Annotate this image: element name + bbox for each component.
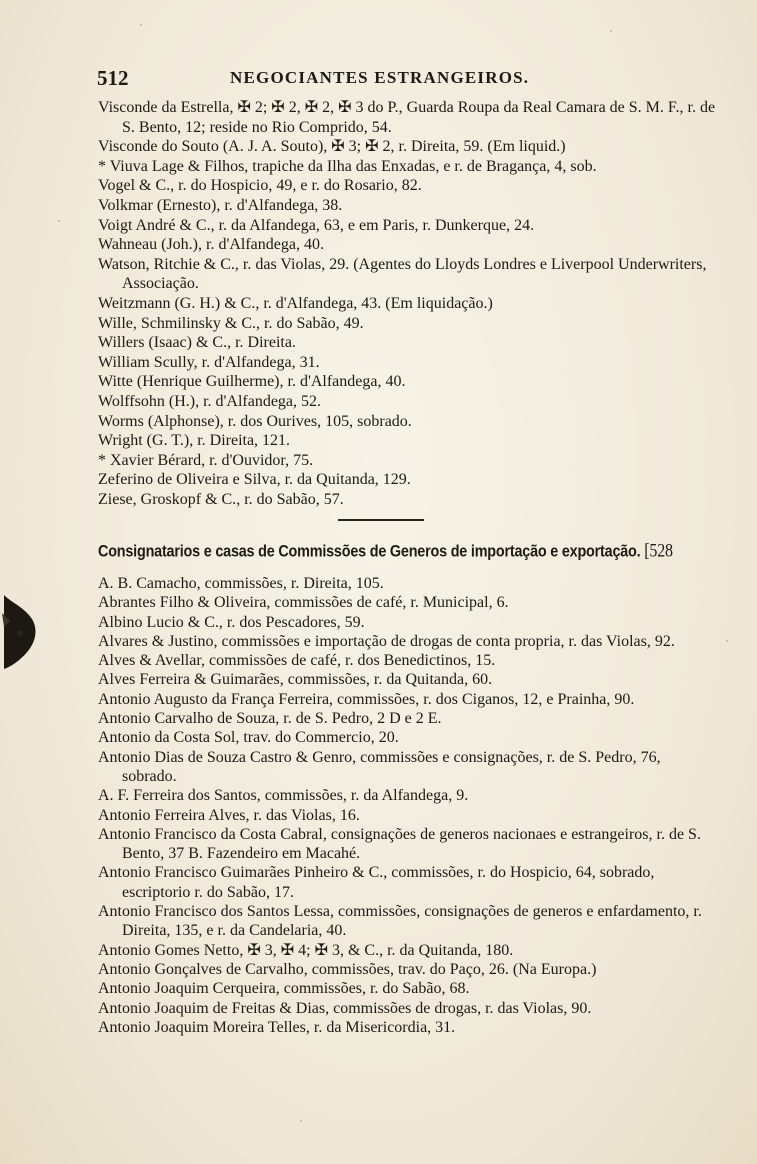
paper-speck <box>140 24 142 26</box>
directory-entry: Alves Ferreira & Guimarães, commissões, r. da Quitanda, 60. <box>98 671 493 689</box>
paper-speck <box>726 640 728 642</box>
running-title: NEGOCIANTES ESTRANGEIROS. <box>230 68 530 87</box>
directory-entry: Antonio Joaquim Moreira Telles, r. da Misericordia, 31. <box>98 1018 456 1036</box>
directory-entry: Vogel & C., r. do Hospicio, 49, e r. do Rosario, 82. <box>98 177 422 195</box>
directory-entry: Antonio Francisco dos Santos Lessa, commissões, consignações de generos e enfardamento, r. Direita, 135, e r. da Candelaria, 40. <box>98 903 702 940</box>
directory-entry: Albino Lucio & C., r. dos Pescadores, 59. <box>98 613 365 631</box>
page-number: 512 <box>97 66 129 90</box>
directory-entry: Wright (G. T.), r. Direita, 121. <box>98 432 291 450</box>
directory-entry: Weitzmann (G. H.) & C., r. d'Alfandega, 43. (Em liquidação.) <box>98 294 493 312</box>
section-divider <box>338 519 424 521</box>
directory-entry: Antonio Joaquim de Freitas & Dias, commissões de drogas, r. das Violas, 90. <box>98 999 592 1017</box>
directory-entry: Watson, Ritchie & C., r. das Violas, 29. (Agentes do Lloyds Londres e Liverpool Underwriters, Associação. <box>98 255 707 293</box>
directory-entry: Witte (Henrique Guilherme), r. d'Alfandega, 40. <box>98 373 406 391</box>
directory-entry: A. B. Camacho, commissões, r. Direita, 105. <box>98 575 384 592</box>
paper-speck <box>610 30 612 32</box>
directory-entry: Antonio Gomes Netto, ✠ 3, ✠ 4; ✠ 3, & C., r. da Quitanda, 180. <box>98 941 514 959</box>
directory-entry: Antonio Carvalho de Souza, r. de S. Pedro, 2 D e 2 E. <box>98 710 442 728</box>
paper-speck <box>300 1120 302 1122</box>
directory-entry: Worms (Alphonse), r. dos Ourives, 105, sobrado. <box>98 412 412 430</box>
directory-entry: A. F. Ferreira dos Santos, commissões, r. da Alfandega, 9. <box>98 787 469 805</box>
directory-entry: Antonio Joaquim Cerqueira, commissões, r. do Sabão, 68. <box>98 980 470 998</box>
directory-entry: Abrantes Filho & Oliveira, commissões de café, r. Municipal, 6. <box>98 594 509 612</box>
paper-speck <box>58 220 60 222</box>
directory-entry: Ziese, Groskopf & C., r. do Sabão, 57. <box>98 490 344 508</box>
directory-entry: Antonio Gonçalves de Carvalho, commissões, trav. do Paço, 26. (Na Europa.) <box>98 960 597 978</box>
directory-entry: Antonio Francisco Guimarães Pinheiro & C., commissões, r. do Hospicio, 64, sobrado, escriptorio r. do Sabão, 17. <box>98 864 655 901</box>
directory-entry: Antonio Dias de Souza Castro & Genro, commissões e consignações, r. de S. Pedro, 76, sobrado. <box>98 748 661 785</box>
directory-entry: Voigt André & C., r. da Alfandega, 63, e em Paris, r. Dunkerque, 24. <box>98 216 535 234</box>
section-heading <box>98 541 723 562</box>
directory-entry: Alvares & Justino, commissões e importação de drogas de conta propria, r. das Violas, 92. <box>98 632 675 650</box>
directory-entry: Willers (Isaac) & C., r. Direita. <box>98 334 296 352</box>
directory-entry: William Scully, r. d'Alfandega, 31. <box>98 353 320 371</box>
directory-entry: Alves & Avellar, commissões de café, r. dos Benedictinos, 15. <box>98 652 496 670</box>
directory-entry: Visconde da Estrella, ✠ 2; ✠ 2, ✠ 2, ✠ 3 do P., Guarda Roupa da Real Camara de S. M. F., r. de S. Bento, 12; reside no Rio Comprido, 54. <box>98 99 716 136</box>
directory-entry: Antonio Ferreira Alves, r. das Violas, 16. <box>98 806 360 824</box>
directory-entry: Wahneau (Joh.), r. d'Alfandega, 40. <box>98 236 324 254</box>
section-reference: [528 <box>644 541 673 562</box>
section-heading-text: Consignatarios e casas de Commissões de Generos de importação e exportação. <box>98 542 641 562</box>
directory-entry: Zeferino de Oliveira e Silva, r. da Quitanda, 129. <box>98 471 411 489</box>
directory-list-merchants <box>98 98 716 509</box>
directory-entry: Volkmar (Ernesto), r. d'Alfandega, 38. <box>98 196 343 214</box>
directory-list-consignees <box>98 574 716 1037</box>
directory-entry: * Xavier Bérard, r. d'Ouvidor, 75. <box>98 451 314 469</box>
directory-entry: * Viuva Lage & Filhos, trapiche da Ilha das Enxadas, e r. de Bragança, 4, sob. <box>98 157 597 175</box>
directory-entry: Visconde do Souto (A. J. A. Souto), ✠ 3; ✠ 2, r. Direita, 59. (Em liquid.) <box>98 138 566 156</box>
page-header <box>95 66 715 92</box>
directory-entry: Antonio Francisco da Costa Cabral, consignações de generos nacionaes e estrangeiros, r. de S. Bento, 37 B. Fazendeiro em Macahé. <box>98 825 701 863</box>
directory-entry: Antonio da Costa Sol, trav. do Commercio, 20. <box>98 729 399 747</box>
directory-entry: Wolffsohn (H.), r. d'Alfandega, 52. <box>98 392 322 410</box>
directory-entry: Wille, Schmilinsky & C., r. do Sabão, 49. <box>98 314 364 332</box>
ink-blot-mark <box>0 593 40 671</box>
directory-entry: Antonio Augusto da França Ferreira, commissões, r. dos Ciganos, 12, e Prainha, 90. <box>98 690 635 708</box>
